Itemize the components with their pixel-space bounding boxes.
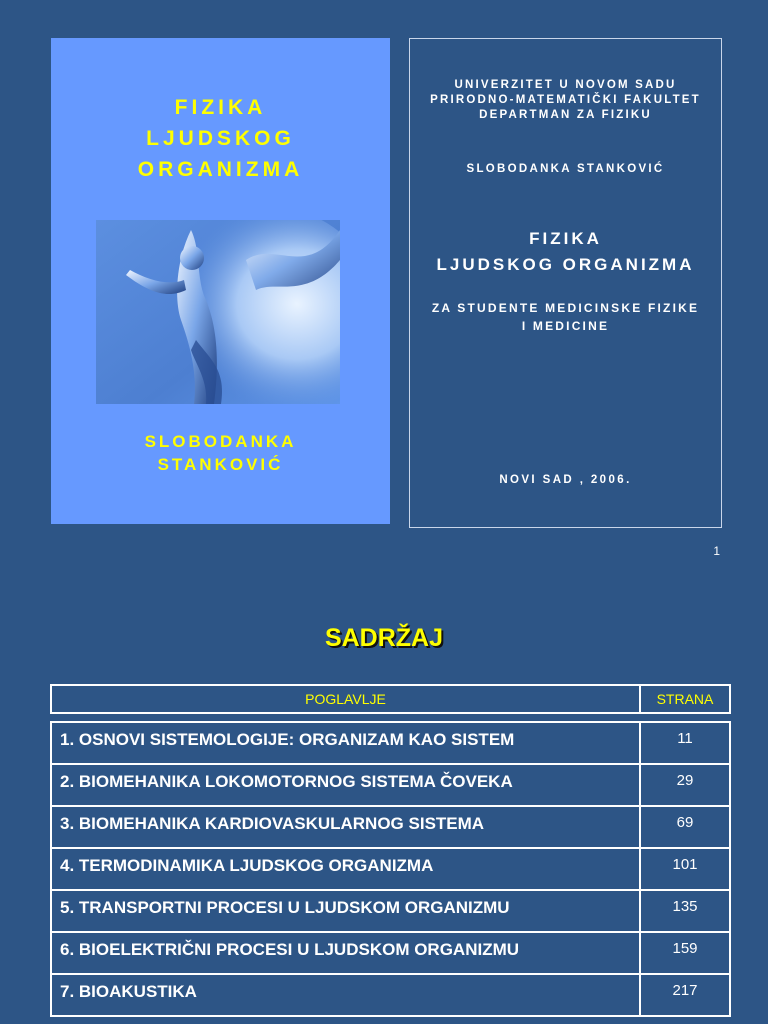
title-line: FIZIKA [529,229,602,248]
toc-table [50,721,731,1017]
toc-row[interactable] [52,933,729,975]
cover-author-line: STANKOVIĆ [157,455,284,474]
university-info [410,78,721,123]
title-page-title [410,226,721,278]
department-line: DEPARTMAN ZA FIZIKU [479,109,652,121]
title-page-author: SLOBODANKA STANKOVIĆ [466,163,665,175]
toc-page-number: 217 [672,982,698,999]
toc-page-number: 11 [677,730,693,747]
toc-row[interactable] [52,765,729,807]
toc-row[interactable] [52,723,729,765]
cover-author [51,430,390,476]
book-cover [51,38,390,524]
toc-row[interactable] [52,807,729,849]
page-number: 1 [713,544,720,558]
cover-author-line: SLOBODANKA [144,432,297,451]
subtitle-line: ZA STUDENTE MEDICINSKE FIZIKE [431,301,700,315]
place-year: NOVI SAD , 2006. [499,474,632,486]
toc-page-number: 135 [672,898,698,915]
toc-page-number: 159 [672,940,698,957]
toc-chapter-title: 6. BIOELEKTRIČNI PROCESI U LJUDSKOM ORGANIZMU [52,933,641,973]
toc-chapter-title: 4. TERMODINAMIKA LJUDSKOG ORGANIZMA [52,849,641,889]
title-page [409,38,722,528]
toc-header-row [50,684,731,714]
title-line: LJUDSKOG ORGANIZMA [436,255,695,274]
cover-title [51,92,390,185]
toc-chapter-title: 5. TRANSPORTNI PROCESI U LJUDSKOM ORGANIZMU [52,891,641,931]
toc-chapter-title: 1. OSNOVI SISTEMOLOGIJE: ORGANIZAM KAO SISTEM [52,723,641,763]
cover-title-line: ORGANIZMA [137,158,304,181]
toc-chapter-title: 2. BIOMEHANIKA LOKOMOTORNOG SISTEMA ČOVEKA [52,765,641,805]
toc-page-number: 101 [672,856,698,873]
toc-column-page: STRANA [656,691,714,707]
toc-chapter-title: 7. BIOAKUSTIKA [52,975,641,1015]
toc-chapter-title: 3. BIOMEHANIKA KARDIOVASKULARNOG SISTEMA [52,807,641,847]
cover-title-line: FIZIKA [174,96,267,119]
university-line: UNIVERZITET U NOVOM SADU [454,79,677,91]
toc-row[interactable] [52,849,729,891]
toc-row[interactable] [52,975,729,1017]
cover-figure-image [96,220,340,404]
subtitle-line: I MEDICINE [521,319,610,333]
glass-figure-illustration [96,220,340,404]
toc-heading: SADRŽAJ [324,624,444,652]
toc-column-chapter: POGLAVLJE [52,686,641,712]
faculty-line: PRIRODNO-MATEMATIČKI FAKULTET [430,94,701,106]
cover-title-line: LJUDSKOG [146,127,295,150]
toc-page-number: 69 [676,814,694,831]
toc-page-number: 29 [676,772,694,789]
title-page-subtitle [410,299,721,335]
toc-row[interactable] [52,891,729,933]
